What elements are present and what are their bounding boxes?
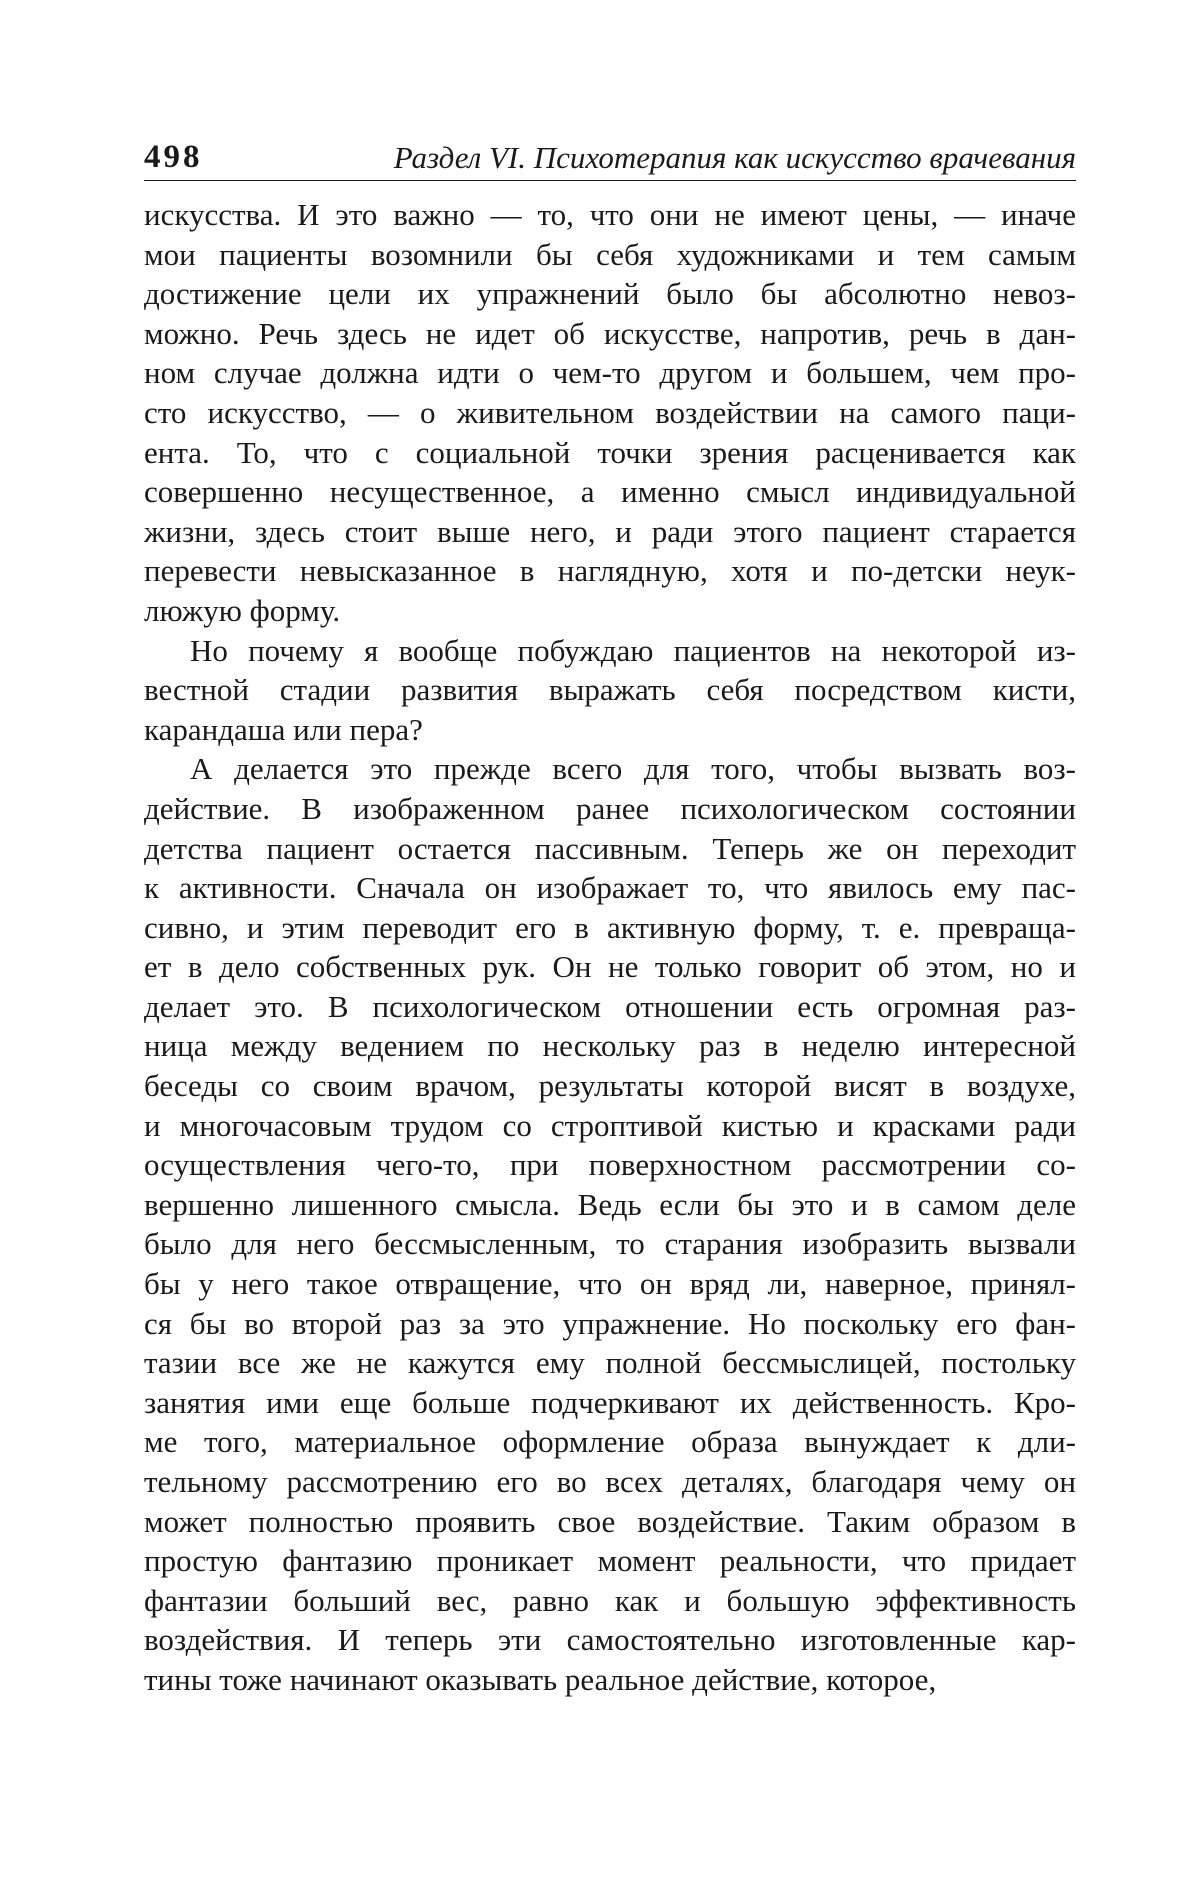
text-line: ся бы во второй раз за это упражнение. Но поскольку его фан- bbox=[144, 1305, 1076, 1341]
text-line: и многочасовым трудом со строптивой кистью и красками ради bbox=[144, 1107, 1076, 1143]
text-line: тельному рассмотрению его во всех деталях, благодаря чему он bbox=[144, 1464, 1076, 1499]
text-line: Но почему я вообще побуждаю пациентов на некоторой из- bbox=[190, 632, 1076, 668]
text-line: сивно, и этим переводит его в активную форму, т. е. превраща- bbox=[144, 909, 1076, 945]
text-line: А делается это прежде всего для того, чтобы вызвать воз- bbox=[190, 751, 1076, 787]
text-line: тазии все же не кажутся ему полной бессмыслицей, постольку bbox=[144, 1345, 1076, 1381]
text-line: сто искусство, — о живительном воздействии на самого паци- bbox=[144, 394, 1076, 430]
text-line: воздействия. И теперь эти самостоятельно изготовленные кар- bbox=[144, 1622, 1076, 1658]
text-line: ница между ведением по нескольку раз в неделю интересной bbox=[144, 1028, 1076, 1064]
text-line: ме того, материальное оформление образа вынуждает к дли- bbox=[144, 1424, 1076, 1460]
book-page bbox=[144, 128, 1076, 1700]
text-line: карандаша или пера? bbox=[144, 711, 423, 747]
running-header bbox=[144, 128, 1076, 181]
text-line: может полностью проявить свое воздействие. Таким образом в bbox=[144, 1503, 1076, 1539]
section-title: Раздел VI. Психотерапия как искусство врачевания bbox=[393, 140, 1076, 175]
text-line: перевести невысказанное в наглядную, хотя и по-детски неук- bbox=[144, 553, 1076, 589]
page-number: 498 bbox=[144, 139, 203, 175]
paragraph bbox=[144, 195, 1076, 631]
text-line: совершенно несущественное, а именно смысл индивидуальной bbox=[144, 474, 1076, 510]
text-line: было для него бессмысленным, то старания изобразить вызвали bbox=[144, 1226, 1076, 1262]
text-line: к активности. Сначала он изображает то, что явилось ему пас- bbox=[144, 870, 1076, 906]
text-line: делает это. В психологическом отношении есть огромная раз- bbox=[144, 988, 1076, 1024]
text-line: люжую форму. bbox=[144, 592, 341, 628]
text-line: беседы со своим врачом, результаты которой висят в воздухе, bbox=[144, 1068, 1076, 1104]
text-line: осуществления чего-то, при поверхностном рассмотрении со- bbox=[144, 1147, 1076, 1183]
text-line: простую фантазию проникает момент реальности, что придает bbox=[144, 1543, 1076, 1579]
text-line: бы у него такое отвращение, что он вряд ли, наверное, принял- bbox=[144, 1266, 1076, 1302]
text-line: можно. Речь здесь не идет об искусстве, напротив, речь в дан- bbox=[144, 315, 1076, 351]
text-line: занятия ими еще больше подчеркивают их действенность. Кро- bbox=[144, 1384, 1076, 1420]
text-line: детства пациент остается пассивным. Теперь же он переходит bbox=[144, 830, 1076, 866]
text-line: вершенно лишенного смысла. Ведь если бы это и в самом деле bbox=[144, 1186, 1076, 1222]
text-line: вестной стадии развития выражать себя посредством кисти, bbox=[144, 672, 1076, 708]
text-line: жизни, здесь стоит выше него, и ради этого пациент старается bbox=[144, 513, 1076, 549]
text-line: достижение цели их упражнений было бы абсолютно невоз- bbox=[144, 276, 1076, 312]
paragraph bbox=[144, 631, 1076, 750]
text-line: тины тоже начинают оказывать реальное действие, которое, bbox=[144, 1661, 937, 1697]
text-line: мои пациенты возомнили бы себя художниками и тем самым bbox=[144, 236, 1076, 272]
body-text bbox=[144, 195, 1076, 1700]
text-line: ента. То, что с социальной точки зрения расценивается как bbox=[144, 434, 1076, 470]
text-line: действие. В изображенном ранее психологическом состоянии bbox=[144, 790, 1076, 826]
text-line: фантазии больший вес, равно как и большую эффективность bbox=[144, 1582, 1076, 1618]
text-line: ном случае должна идти о чем-то другом и большем, чем про- bbox=[144, 355, 1076, 391]
text-line: искусства. И это важно — то, что они не имеют цены, — иначе bbox=[144, 197, 1076, 232]
paragraph bbox=[144, 749, 1076, 1699]
text-line: ет в дело собственных рук. Он не только говорит об этом, но и bbox=[144, 949, 1076, 985]
